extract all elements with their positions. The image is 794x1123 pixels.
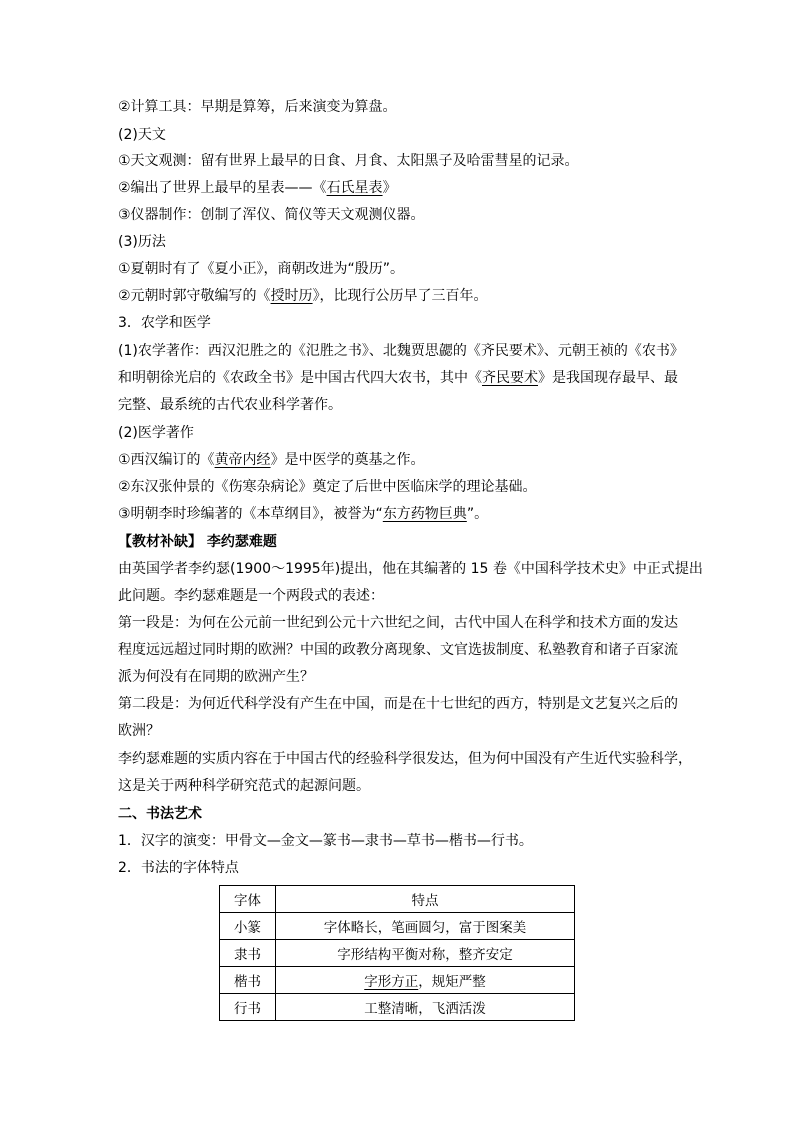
text-span: 》是我国现存最早、最 [538, 370, 678, 386]
text-line [118, 533, 277, 551]
text-span: 第二段是：为何近代科学没有产生在中国，而是在十七世纪的西方，特别是文艺复兴之后的 [118, 696, 678, 712]
text-line [118, 424, 194, 442]
text-span: ”。 [466, 506, 489, 522]
text-line [118, 777, 370, 795]
text-span: (3)历法 [118, 234, 166, 250]
text-span: (1)农学著作：西汉氾胜之的《氾胜之书》、北魏贾思勰的《齐民要术》、元朝王祯的《农书》 [118, 343, 684, 359]
text-line [118, 722, 160, 740]
table-row [220, 940, 575, 967]
text-span: 第一段是：为何在公元前一世纪到公元十六世纪之间，古代中国人在科学和技术方面的发达 [118, 615, 678, 631]
font-feature-cell [276, 994, 575, 1021]
text-line [118, 126, 166, 144]
table-row [220, 913, 575, 940]
text-span: 二、书法艺术 [118, 806, 202, 822]
text-span: ①天文观测：留有世界上最早的日食、月食、太阳黑子及哈雷彗星的记录。 [118, 153, 579, 169]
underlined-answer: 石氏星表 [326, 180, 383, 196]
text-span: ②东汉张仲景的《伤寒杂病论》奠定了后世中医临床学的理论基础。 [118, 479, 537, 495]
text-line [118, 314, 211, 332]
table-header-row [220, 886, 575, 913]
table-header-cell: 字体 [220, 886, 276, 913]
table-row [220, 994, 575, 1021]
text-line [118, 342, 684, 360]
text-line [118, 152, 579, 170]
text-span: 程度远远超过同时期的欧洲？中国的政教分离现象、文官选拔制度、私塾教育和诸子百家流 [118, 642, 678, 658]
text-span: ，规矩严整 [418, 974, 486, 990]
text-span: 此问题。李约瑟难题是一个两段式的表述： [118, 588, 384, 604]
underlined-answer: 授时历 [270, 288, 313, 304]
text-line [118, 98, 397, 116]
text-line [118, 451, 425, 469]
text-span: (2)天文 [118, 127, 166, 143]
text-span: ②元朝时郭守敬编写的《 [118, 288, 271, 304]
text-span: ①夏朝时有了《夏小正》，商朝改进为“殷历”。 [118, 261, 405, 277]
table-header-cell: 特点 [276, 886, 575, 913]
font-name-cell: 楷书 [220, 967, 276, 994]
font-feature-cell [276, 913, 575, 940]
text-line [118, 179, 397, 197]
calligraphy-font-table [219, 885, 575, 1021]
font-feature-cell [276, 967, 575, 994]
text-span: 2．书法的字体特点 [118, 860, 239, 876]
text-span: 》 [382, 180, 397, 196]
text-span: 完整、最系统的古代农业科学著作。 [118, 397, 342, 413]
text-span: ③仪器制作：创制了浑仪、简仪等天文观测仪器。 [118, 207, 425, 223]
text-line [118, 505, 488, 523]
underlined-answer: 齐民要术 [482, 370, 538, 386]
text-span: ③明朝李时珍编著的《本草纲目》，被誉为“ [118, 506, 383, 522]
text-line [118, 260, 404, 278]
text-span: 李约瑟难题的实质内容在于中国古代的经验科学很发达，但为何中国没有产生近代实验科学， [118, 751, 692, 767]
text-span: 和明朝徐光启的《农政全书》是中国古代四大农书，其中《 [118, 370, 482, 386]
text-span: 3．农学和医学 [118, 315, 211, 331]
text-line [118, 206, 425, 224]
underlined-answer: 字形方正 [364, 974, 419, 990]
font-feature-cell [276, 940, 575, 967]
text-span: 【教材补缺】 李约瑟难题 [118, 534, 277, 550]
text-span: ②编出了世界上最早的星表——《 [118, 180, 327, 196]
text-line [118, 478, 537, 496]
text-line [118, 695, 678, 713]
text-span: 由英国学者李约瑟(1900～1995年)提出，他在其编著的 15 卷《中国科学技术史》中正式提出 [118, 561, 703, 577]
text-line [118, 396, 342, 414]
text-line [118, 750, 692, 768]
text-line [118, 614, 678, 632]
text-span: ①西汉编订的《 [118, 452, 215, 468]
text-span: 》，比现行公历早了三百年。 [312, 288, 488, 304]
text-line [118, 859, 239, 877]
text-line [118, 641, 678, 659]
text-span: 字形结构平衡对称，整齐安定 [337, 947, 513, 963]
text-span: ②计算工具：早期是算筹，后来演变为算盘。 [118, 99, 397, 115]
underlined-answer: 东方药物巨典 [382, 506, 467, 522]
text-span: (2)医学著作 [118, 425, 194, 441]
text-line [118, 805, 202, 823]
text-line [118, 287, 488, 305]
text-span: 派为何没有在同期的欧洲产生？ [118, 669, 314, 685]
underlined-answer: 黄帝内经 [214, 452, 271, 468]
text-line [118, 587, 384, 605]
font-name-cell: 隶书 [220, 940, 276, 967]
text-span: 》是中医学的奠基之作。 [270, 452, 425, 468]
text-span: 字体略长，笔画圆匀，富于图案美 [323, 920, 527, 936]
font-name-cell: 行书 [220, 994, 276, 1021]
text-span: 欧洲？ [118, 723, 160, 739]
font-table-body [220, 886, 575, 1021]
text-span: 1．汉字的演变：甲骨文—金文—篆书—隶书—草书—楷书—行书。 [118, 833, 533, 849]
font-name-cell: 小篆 [220, 913, 276, 940]
text-span: 工整清晰，飞洒活泼 [364, 1001, 486, 1017]
text-line [118, 668, 314, 686]
table-row [220, 967, 575, 994]
text-line [118, 233, 166, 251]
text-line [118, 832, 533, 850]
text-line [118, 560, 703, 578]
text-line [118, 369, 678, 387]
text-span: 这是关于两种科学研究范式的起源问题。 [118, 778, 370, 794]
